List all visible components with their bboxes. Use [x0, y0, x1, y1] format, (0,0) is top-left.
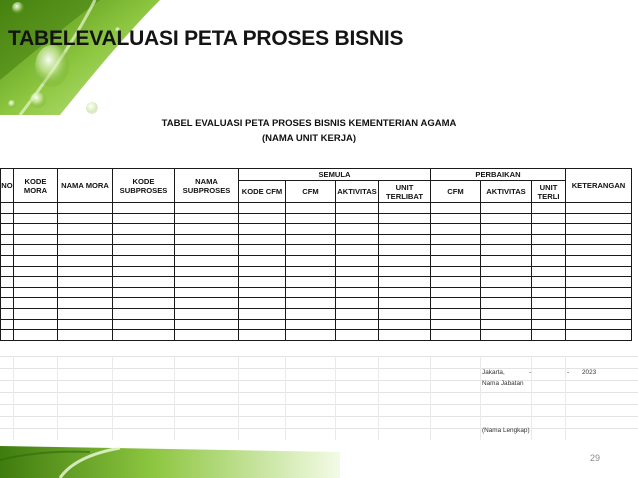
table-cell[interactable] [58, 213, 113, 224]
table-cell[interactable] [379, 245, 431, 256]
table-cell[interactable] [113, 330, 175, 341]
table-row [1, 330, 632, 341]
table-cell[interactable] [58, 266, 113, 277]
table-cell[interactable] [239, 277, 286, 288]
table-cell[interactable] [532, 298, 566, 309]
table-cell[interactable] [532, 287, 566, 298]
table-cell[interactable] [14, 308, 58, 319]
table-cell[interactable] [175, 277, 239, 288]
table-row [1, 234, 632, 245]
table-cell[interactable] [532, 319, 566, 330]
table-row [1, 203, 632, 214]
table-cell[interactable] [1, 319, 14, 330]
table-cell[interactable] [336, 308, 379, 319]
table-cell[interactable] [1, 224, 14, 235]
table-cell[interactable] [113, 203, 175, 214]
table-cell[interactable] [379, 213, 431, 224]
table-cell[interactable] [379, 203, 431, 214]
table-cell[interactable] [14, 245, 58, 256]
table-cell[interactable] [239, 245, 286, 256]
table-cell[interactable] [286, 319, 336, 330]
table-cell[interactable] [113, 266, 175, 277]
table-cell[interactable] [113, 224, 175, 235]
header-perbaikan: PERBAIKAN [431, 169, 566, 181]
table-cell[interactable] [1, 213, 14, 224]
table-cell[interactable] [239, 255, 286, 266]
table-cell[interactable] [58, 298, 113, 309]
table-cell[interactable] [175, 319, 239, 330]
table-cell[interactable] [481, 224, 532, 235]
table-cell[interactable] [113, 245, 175, 256]
table-cell[interactable] [239, 287, 286, 298]
table-cell[interactable] [481, 287, 532, 298]
table-cell[interactable] [58, 234, 113, 245]
signature-position: Nama Jabatan [482, 380, 524, 387]
table-cell[interactable] [1, 255, 14, 266]
table-cell[interactable] [1, 245, 14, 256]
table-cell[interactable] [431, 203, 481, 214]
sheet-title: TABEL EVALUASI PETA PROSES BISNIS KEMENTERIAN AGAMA [161, 118, 457, 129]
header-semula: SEMULA [239, 169, 431, 181]
table-cell[interactable] [481, 234, 532, 245]
table-cell[interactable] [431, 308, 481, 319]
table-cell[interactable] [1, 234, 14, 245]
table-cell[interactable] [431, 224, 481, 235]
table-cell[interactable] [379, 287, 431, 298]
table-cell[interactable] [566, 308, 632, 319]
table-cell[interactable] [286, 245, 336, 256]
table-cell[interactable] [532, 277, 566, 288]
table-cell[interactable] [532, 213, 566, 224]
signature-year: 2023 [582, 369, 597, 376]
table-cell[interactable] [58, 308, 113, 319]
table-cell[interactable] [336, 277, 379, 288]
table-cell[interactable] [566, 234, 632, 245]
table-cell[interactable] [1, 298, 14, 309]
evaluation-table [0, 168, 632, 341]
table-cell[interactable] [14, 255, 58, 266]
table-row [1, 319, 632, 330]
table-cell[interactable] [239, 203, 286, 214]
table-cell[interactable] [286, 203, 336, 214]
table-cell[interactable] [566, 298, 632, 309]
table-cell[interactable] [175, 224, 239, 235]
table-cell[interactable] [58, 255, 113, 266]
header-semula-aktivitas: AKTIVITAS [336, 181, 379, 203]
table-cell[interactable] [113, 308, 175, 319]
table-cell[interactable] [286, 308, 336, 319]
table-cell[interactable] [532, 234, 566, 245]
table-cell[interactable] [239, 319, 286, 330]
header-semula-kode-cfm: KODE CFM [239, 181, 286, 203]
table-row [1, 277, 632, 288]
table-cell[interactable] [286, 330, 336, 341]
table-cell[interactable] [14, 330, 58, 341]
table-row [1, 255, 632, 266]
table-cell[interactable] [175, 298, 239, 309]
header-nama-subproses: NAMA SUBPROSES [175, 169, 239, 203]
table-cell[interactable] [431, 298, 481, 309]
table-row [1, 308, 632, 319]
table-body [1, 203, 632, 341]
table-cell[interactable] [239, 308, 286, 319]
table-cell[interactable] [532, 203, 566, 214]
table-cell[interactable] [481, 298, 532, 309]
table-row [1, 245, 632, 256]
table-cell[interactable] [239, 234, 286, 245]
table-row [1, 213, 632, 224]
table-cell[interactable] [481, 213, 532, 224]
table-cell[interactable] [336, 255, 379, 266]
signature-place: Jakarta, [482, 369, 505, 376]
table-cell[interactable] [113, 277, 175, 288]
table-cell[interactable] [286, 255, 336, 266]
table-cell[interactable] [336, 245, 379, 256]
header-no: NO [1, 169, 14, 203]
table-cell[interactable] [58, 203, 113, 214]
table-cell[interactable] [336, 203, 379, 214]
table-cell[interactable] [431, 234, 481, 245]
header-kode-subproses: KODE SUBPROSES [113, 169, 175, 203]
table-cell[interactable] [566, 277, 632, 288]
header-semula-cfm: CFM [286, 181, 336, 203]
table-cell[interactable] [431, 319, 481, 330]
table-cell[interactable] [14, 213, 58, 224]
table-cell[interactable] [481, 255, 532, 266]
table-cell[interactable] [14, 234, 58, 245]
signature-dash-2: - [567, 369, 570, 376]
table-cell[interactable] [175, 203, 239, 214]
table-cell[interactable] [566, 319, 632, 330]
table-row [1, 287, 632, 298]
table-cell[interactable] [532, 266, 566, 277]
table-cell[interactable] [431, 330, 481, 341]
table-cell[interactable] [431, 287, 481, 298]
page-number: 29 [589, 453, 600, 463]
table-row [1, 298, 632, 309]
table-row [1, 266, 632, 277]
header-perbaikan-aktivitas: AKTIVITAS [481, 181, 532, 203]
table-cell[interactable] [566, 245, 632, 256]
table-cell[interactable] [336, 234, 379, 245]
table-cell[interactable] [286, 287, 336, 298]
table-cell[interactable] [336, 330, 379, 341]
table-cell[interactable] [58, 245, 113, 256]
table-cell[interactable] [566, 287, 632, 298]
table-cell[interactable] [431, 255, 481, 266]
table-cell[interactable] [481, 266, 532, 277]
table-cell[interactable] [336, 224, 379, 235]
evaluation-table-wrapper [0, 168, 632, 341]
table-cell[interactable] [379, 330, 431, 341]
signature-name: (Nama Lengkap) [482, 427, 530, 434]
table-cell[interactable] [431, 213, 481, 224]
table-cell[interactable] [113, 319, 175, 330]
table-cell[interactable] [175, 234, 239, 245]
table-cell[interactable] [239, 298, 286, 309]
table-cell[interactable] [239, 330, 286, 341]
table-cell[interactable] [113, 213, 175, 224]
table-cell[interactable] [175, 266, 239, 277]
table-cell[interactable] [239, 213, 286, 224]
table-cell[interactable] [14, 277, 58, 288]
table-cell[interactable] [566, 255, 632, 266]
sheet-gridlines [0, 356, 638, 440]
table-cell[interactable] [481, 277, 532, 288]
table-cell[interactable] [58, 277, 113, 288]
signature-dash-1: - [529, 369, 532, 376]
table-cell[interactable] [239, 266, 286, 277]
table-cell[interactable] [566, 203, 632, 214]
table-cell[interactable] [379, 308, 431, 319]
header-keterangan: KETERANGAN [566, 169, 632, 203]
sheet-subtitle: (NAMA UNIT KERJA) [261, 133, 357, 144]
table-cell[interactable] [286, 277, 336, 288]
table-cell[interactable] [286, 266, 336, 277]
table-cell[interactable] [175, 213, 239, 224]
table-cell[interactable] [1, 203, 14, 214]
table-cell[interactable] [532, 245, 566, 256]
table-cell[interactable] [379, 298, 431, 309]
table-cell[interactable] [58, 330, 113, 341]
table-cell[interactable] [175, 245, 239, 256]
leaf-decoration-bottom [0, 440, 340, 478]
table-cell[interactable] [14, 224, 58, 235]
table-cell[interactable] [113, 255, 175, 266]
table-cell[interactable] [286, 234, 336, 245]
table-cell[interactable] [532, 308, 566, 319]
table-cell[interactable] [336, 298, 379, 309]
table-cell[interactable] [1, 308, 14, 319]
slide-title: TABELEVALUASI PETA PROSES BISNIS [8, 27, 404, 50]
table-cell[interactable] [481, 245, 532, 256]
table-cell[interactable] [481, 319, 532, 330]
table-cell[interactable] [532, 330, 566, 341]
table-cell[interactable] [175, 308, 239, 319]
table-cell[interactable] [431, 266, 481, 277]
table-cell[interactable] [336, 213, 379, 224]
header-perbaikan-unit-terli: UNIT TERLI [532, 181, 566, 203]
table-cell[interactable] [175, 330, 239, 341]
table-cell[interactable] [175, 287, 239, 298]
table-cell[interactable] [1, 287, 14, 298]
table-cell[interactable] [113, 287, 175, 298]
leaf-decoration-top [0, 0, 175, 115]
table-cell[interactable] [239, 224, 286, 235]
table-cell[interactable] [532, 224, 566, 235]
table-cell[interactable] [431, 277, 481, 288]
table-cell[interactable] [113, 298, 175, 309]
table-cell[interactable] [379, 277, 431, 288]
table-cell[interactable] [336, 266, 379, 277]
table-cell[interactable] [566, 266, 632, 277]
table-cell[interactable] [379, 266, 431, 277]
table-cell[interactable] [14, 298, 58, 309]
table-cell[interactable] [481, 330, 532, 341]
table-cell[interactable] [566, 224, 632, 235]
header-perbaikan-cfm: CFM [431, 181, 481, 203]
table-cell[interactable] [336, 287, 379, 298]
table-cell[interactable] [175, 255, 239, 266]
header-kode-mora: KODE MORA [14, 169, 58, 203]
table-cell[interactable] [566, 330, 632, 341]
table-cell[interactable] [14, 319, 58, 330]
table-cell[interactable] [1, 266, 14, 277]
table-cell[interactable] [286, 224, 336, 235]
header-semula-unit-terlibat: UNIT TERLIBAT [379, 181, 431, 203]
table-cell[interactable] [1, 277, 14, 288]
header-nama-mora: NAMA MORA [58, 169, 113, 203]
table-cell[interactable] [379, 224, 431, 235]
table-cell[interactable] [14, 287, 58, 298]
table-cell[interactable] [481, 203, 532, 214]
table-cell[interactable] [1, 330, 14, 341]
table-cell[interactable] [113, 234, 175, 245]
table-cell[interactable] [532, 255, 566, 266]
table-cell[interactable] [379, 234, 431, 245]
table-cell[interactable] [379, 319, 431, 330]
table-cell[interactable] [286, 298, 336, 309]
table-cell[interactable] [286, 213, 336, 224]
table-row [1, 224, 632, 235]
table-cell[interactable] [481, 308, 532, 319]
table-cell[interactable] [336, 319, 379, 330]
table-cell[interactable] [14, 203, 58, 214]
table-cell[interactable] [58, 319, 113, 330]
table-cell[interactable] [58, 287, 113, 298]
table-cell[interactable] [58, 224, 113, 235]
table-cell[interactable] [379, 255, 431, 266]
table-cell[interactable] [431, 245, 481, 256]
table-cell[interactable] [566, 213, 632, 224]
table-cell[interactable] [14, 266, 58, 277]
